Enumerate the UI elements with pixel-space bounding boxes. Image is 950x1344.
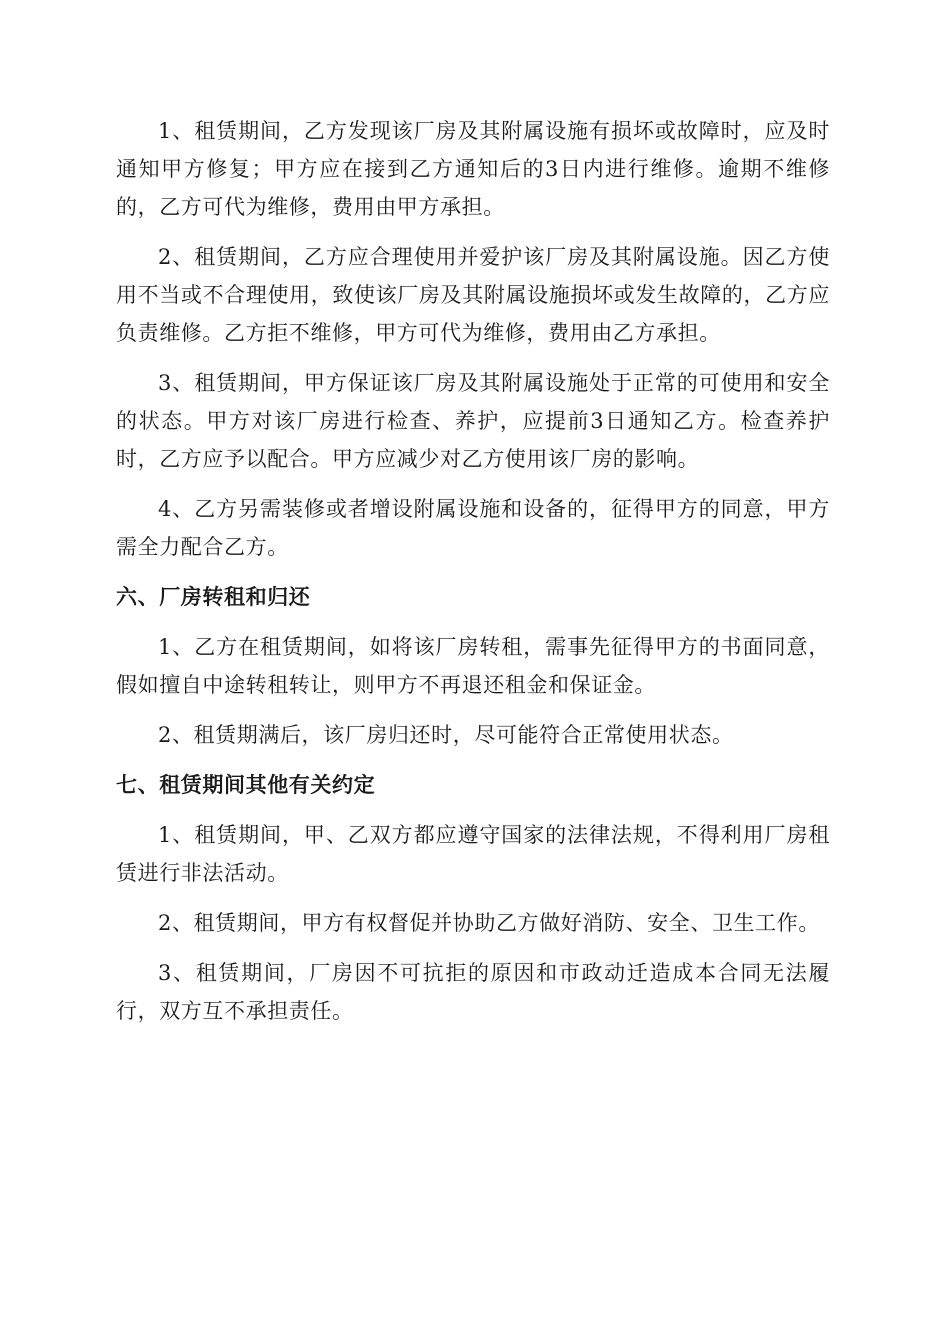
clause-paragraph: 2、租赁期满后，该厂房归还时，尽可能符合正常使用状态。 xyxy=(158,723,734,747)
clause-paragraph: 2、租赁期间，甲方有权督促并协助乙方做好消防、安全、卫生工作。 xyxy=(158,911,820,935)
section-heading: 六、厂房转租和归还 xyxy=(116,585,311,609)
clause-paragraph: 3、租赁期间，甲方保证该厂房及其附属设施处于正常的可使用和安全的状态。甲方对该厂房进行检查、养护，应提前3日通知乙方。检查养护时，乙方应予以配合。甲方应减少对乙方使用该厂房的影响。 xyxy=(116,371,830,471)
clause-paragraph: 1、乙方在租赁期间，如将该厂房转租，需事先征得甲方的书面同意，假如擅自中途转租转让，则甲方不再退还租金和保证金。 xyxy=(116,635,830,697)
clause-paragraph: 3、租赁期间，厂房因不可抗拒的原因和市政动迁造成本合同无法履行，双方互不承担责任。 xyxy=(116,961,830,1023)
clause-paragraph: 4、乙方另需装修或者增设附属设施和设备的，征得甲方的同意，甲方需全力配合乙方。 xyxy=(116,497,830,559)
clause-paragraph: 1、租赁期间，甲、乙双方都应遵守国家的法律法规，不得利用厂房租赁进行非法活动。 xyxy=(116,823,830,885)
document-body xyxy=(116,112,830,1042)
clause-paragraph: 2、租赁期间，乙方应合理使用并爱护该厂房及其附属设施。因乙方使用不当或不合理使用，致使该厂房及其附属设施损坏或发生故障的，乙方应负责维修。乙方拒不维修，甲方可代为维修，费用由乙方承担。 xyxy=(116,245,830,345)
clause-paragraph: 1、租赁期间，乙方发现该厂房及其附属设施有损坏或故障时，应及时通知甲方修复；甲方应在接到乙方通知后的3日内进行维修。逾期不维修的，乙方可代为维修，费用由甲方承担。 xyxy=(116,119,830,219)
section-heading: 七、租赁期间其他有关约定 xyxy=(116,773,376,797)
